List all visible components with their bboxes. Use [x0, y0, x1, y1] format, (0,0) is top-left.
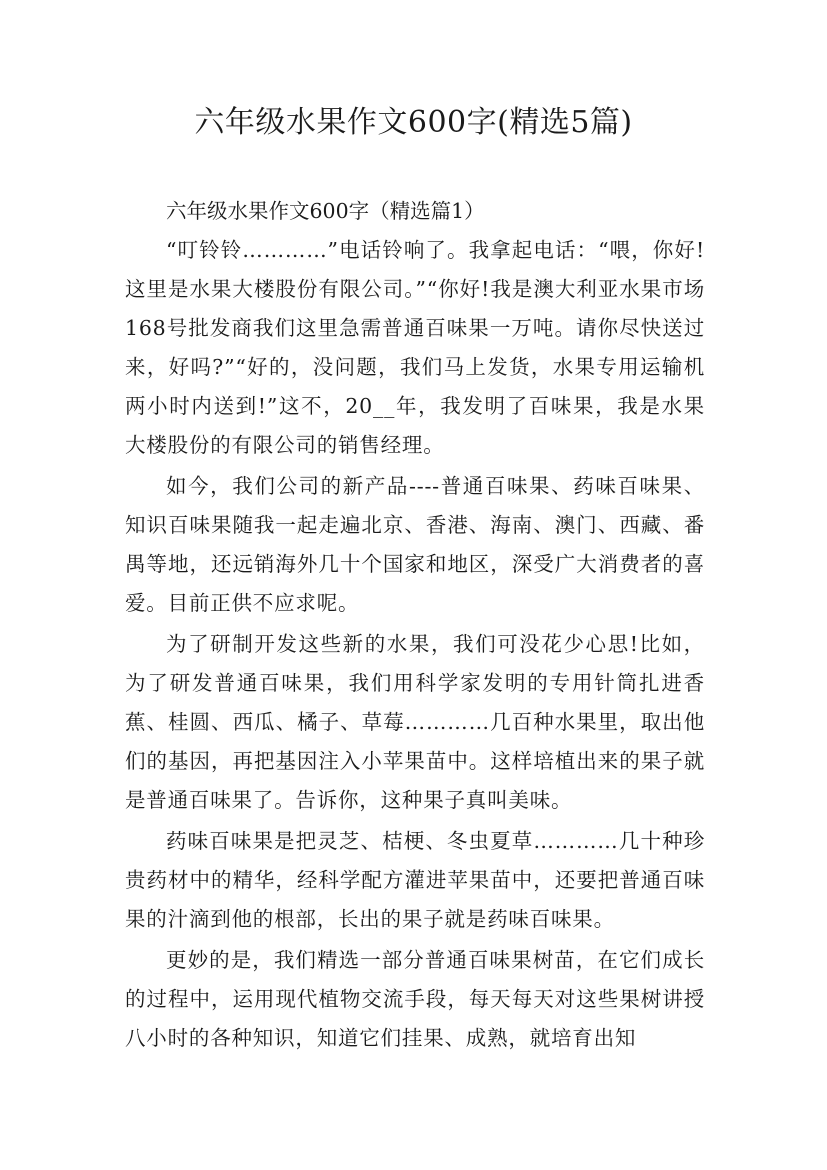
section-subtitle: 六年级水果作文600字（精选篇1） [166, 199, 485, 223]
paragraph-5: 更妙的是，我们精选一部分普通百味果树苗，在它们成长的过程中，运用现代植物交流手段，每天每天对这些果树讲授八小时的各种知识，知道它们挂果、成熟，就培育出知 [125, 948, 705, 1050]
document-body [125, 192, 705, 1060]
paragraph-2: 如今，我们公司的新产品----普通百味果、药味百味果、知识百味果随我一起走遍北京、香港、海南、澳门、西藏、番禺等地，还远销海外几十个国家和地区，深受广大消费者的喜爱。目前正供不应求呢。 [125, 474, 705, 615]
paragraph-3: 为了研制开发这些新的水果，我们可没花少心思!比如，为了研发普通百味果，我们用科学家发明的专用针筒扎进香蕉、桂圆、西瓜、橘子、草莓…………几百种水果里，取出他们的基因，再把基因注入小苹果苗中。这样培植出来的果子就是普通百味果了。告诉你，这种果子真叫美味。 [125, 632, 705, 812]
document-title: 六年级水果作文600字(精选5篇) [194, 105, 633, 140]
paragraph-1: “叮铃铃…………”电话铃响了。我拿起电话：“喂，你好!这里是水果大楼股份有限公司。”“你好!我是澳大利亚水果市场168号批发商我们这里急需普通百味果一万吨。请你尽快送过来，好吗?”“好的，没问题，我们马上发货，水果专用运输机两小时内送到!”这不，20__年，我发明了百味果，我是水果大楼股份的有限公司的销售经理。 [125, 238, 705, 457]
paragraph-4: 药味百味果是把灵芝、桔梗、冬虫夏草…………几十种珍贵药材中的精华，经科学配方灌进苹果苗中，还要把普通百味果的汁滴到他的根部，长出的果子就是药味百味果。 [125, 829, 705, 931]
